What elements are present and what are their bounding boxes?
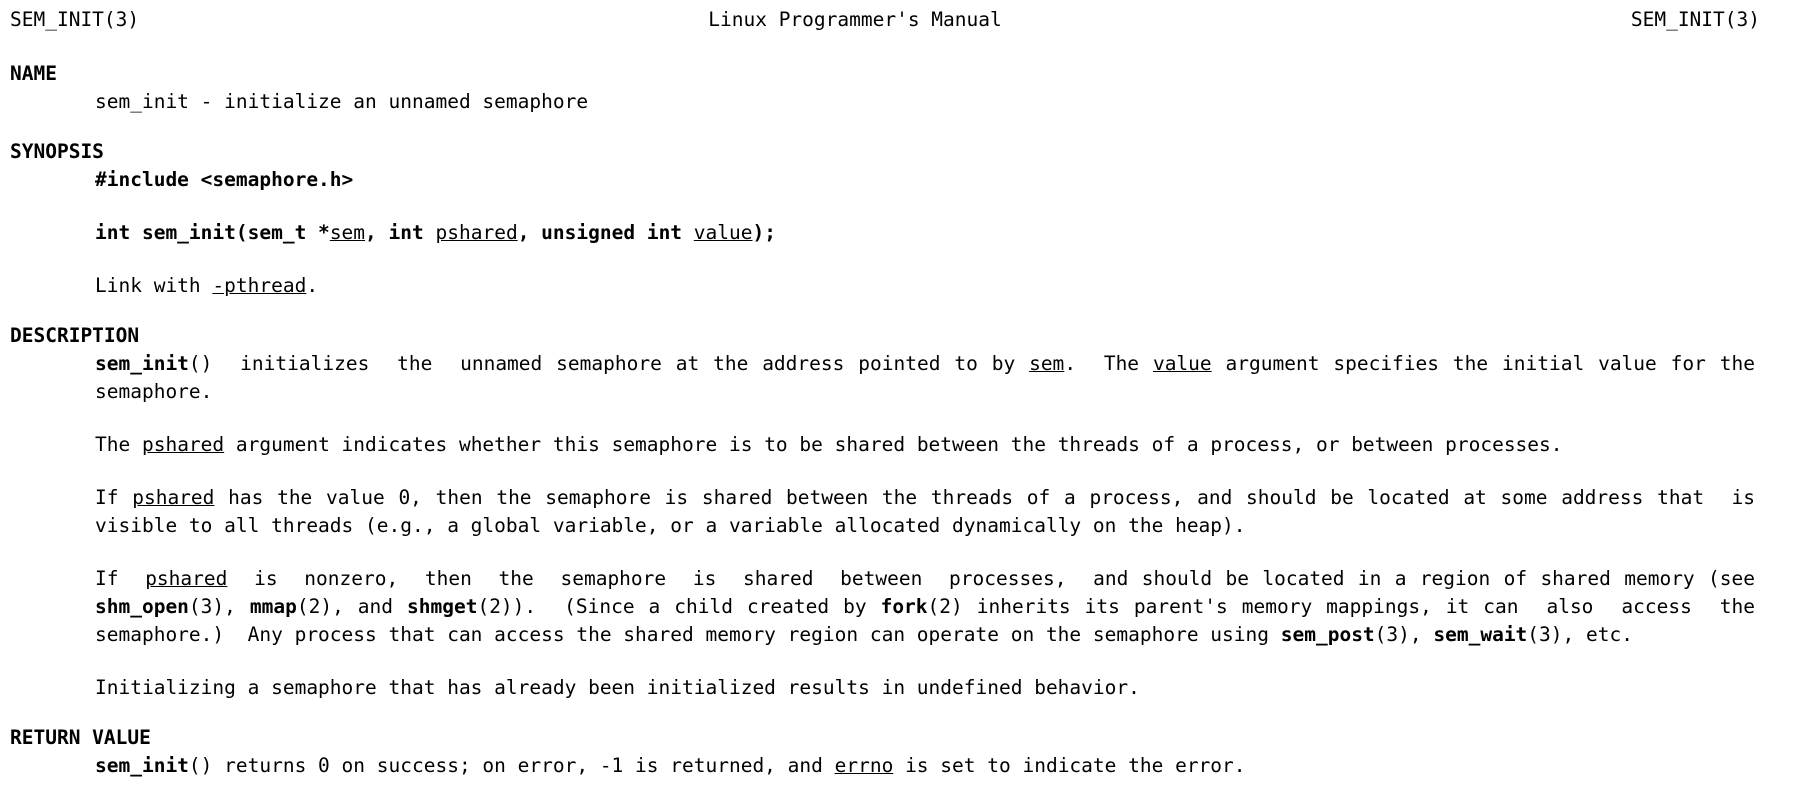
section-body-synopsis — [95, 166, 1755, 300]
ref-shmget: shmget — [407, 595, 478, 618]
arg-sem: sem — [1029, 352, 1065, 375]
name-description: sem_init - initialize an unnamed semaphore — [95, 90, 589, 113]
desc-p1-c: argument specifies the initial value for the semaphore. — [95, 352, 1767, 403]
desc-p1-a: () initializes the unnamed semaphore at the address pointed to by — [188, 352, 1030, 375]
prototype-arg-sem: sem — [329, 221, 366, 244]
description-paragraph-4 — [95, 565, 1767, 649]
desc-p4-b: is nonzero, then the semaphore is shared between processes, and should be located in a region of shared memory (see — [227, 567, 1767, 590]
desc-p4-b5: (2) inherits its parent's memory mappings, it can also access the semaphore.) Any process that can access the shared memory region can operate on the semaphore using — [95, 595, 1767, 646]
section-heading-synopsis: SYNOPSIS — [10, 140, 104, 163]
section-body-description — [95, 350, 1767, 702]
header-center-title: Linux Programmer's Manual — [708, 8, 1002, 31]
ref-sem-post: sem_post — [1280, 623, 1375, 646]
desc-p2-a: The — [95, 433, 142, 456]
ref-fork: fork — [880, 595, 928, 618]
desc-p4-b4: (2)). (Since a child created by — [477, 595, 881, 618]
ref-sem-wait: sem_wait — [1433, 623, 1528, 646]
description-paragraph-1 — [95, 350, 1767, 406]
ret-p1-b: is set to indicate the error. — [893, 754, 1246, 777]
desc-p4-b6: (3), — [1374, 623, 1434, 646]
description-paragraph-2 — [95, 431, 1755, 459]
link-prefix: Link with — [95, 274, 213, 297]
description-paragraph-5: Initializing a semaphore that has already been initialized results in undefined behavior. — [95, 676, 1140, 699]
section-heading-name: NAME — [10, 62, 57, 85]
synopsis-link — [95, 272, 1755, 300]
ref-mmap: mmap — [249, 595, 297, 618]
include-directive: #include <semaphore.h> — [95, 168, 354, 191]
section-body-name — [95, 88, 1755, 116]
desc-p1-b: . The — [1064, 352, 1153, 375]
prototype-part1: int sem_init(sem_t * — [95, 221, 330, 244]
link-flag-pthread: -pthread — [212, 274, 307, 297]
link-suffix: . — [306, 274, 319, 297]
ref-shm-open: shm_open — [95, 595, 189, 618]
desc-p4-b3: (2), and — [296, 595, 407, 618]
desc-p3-a: If — [95, 486, 133, 509]
section-heading-description: DESCRIPTION — [10, 324, 140, 347]
arg-pshared: pshared — [145, 567, 228, 590]
header-left-title: SEM_INIT(3) — [10, 8, 140, 31]
header-right-title: SEM_INIT(3) — [1630, 8, 1760, 31]
desc-p3-b: has the value 0, then the semaphore is shared between the threads of a process, and should be located at some address that is visible to all threads (e.g., a global variable, or a variable allocated dynamically on the heap). — [95, 486, 1767, 537]
synopsis-include — [95, 166, 1755, 194]
desc-p4-b2: (3), — [188, 595, 250, 618]
man-page-header — [10, 6, 1760, 34]
desc-p2-b: argument indicates whether this semaphore is to be shared between the threads of a process, or between processes. — [224, 433, 1563, 456]
prototype-part3: , unsigned int — [517, 221, 694, 244]
prototype-arg-pshared: pshared — [435, 221, 518, 244]
arg-pshared: pshared — [141, 433, 225, 456]
description-paragraph-3 — [95, 484, 1767, 540]
synopsis-prototype — [95, 219, 1755, 247]
prototype-arg-value: value — [693, 221, 753, 244]
fn-sem-init: sem_init — [95, 352, 189, 375]
arg-value: value — [1152, 352, 1212, 375]
desc-p4-b7: (3), etc. — [1527, 623, 1633, 646]
section-body-return-value — [95, 752, 1755, 780]
return-value-paragraph — [95, 752, 1755, 780]
arg-errno: errno — [834, 754, 894, 777]
ret-p1-a: () returns 0 on success; on error, -1 is returned, and — [188, 754, 835, 777]
prototype-part4: ); — [752, 221, 776, 244]
prototype-part2: , int — [365, 221, 436, 244]
arg-pshared: pshared — [132, 486, 215, 509]
section-heading-return-value: RETURN VALUE — [10, 726, 151, 749]
desc-p4-a: If — [95, 567, 146, 590]
fn-sem-init: sem_init — [95, 754, 189, 777]
